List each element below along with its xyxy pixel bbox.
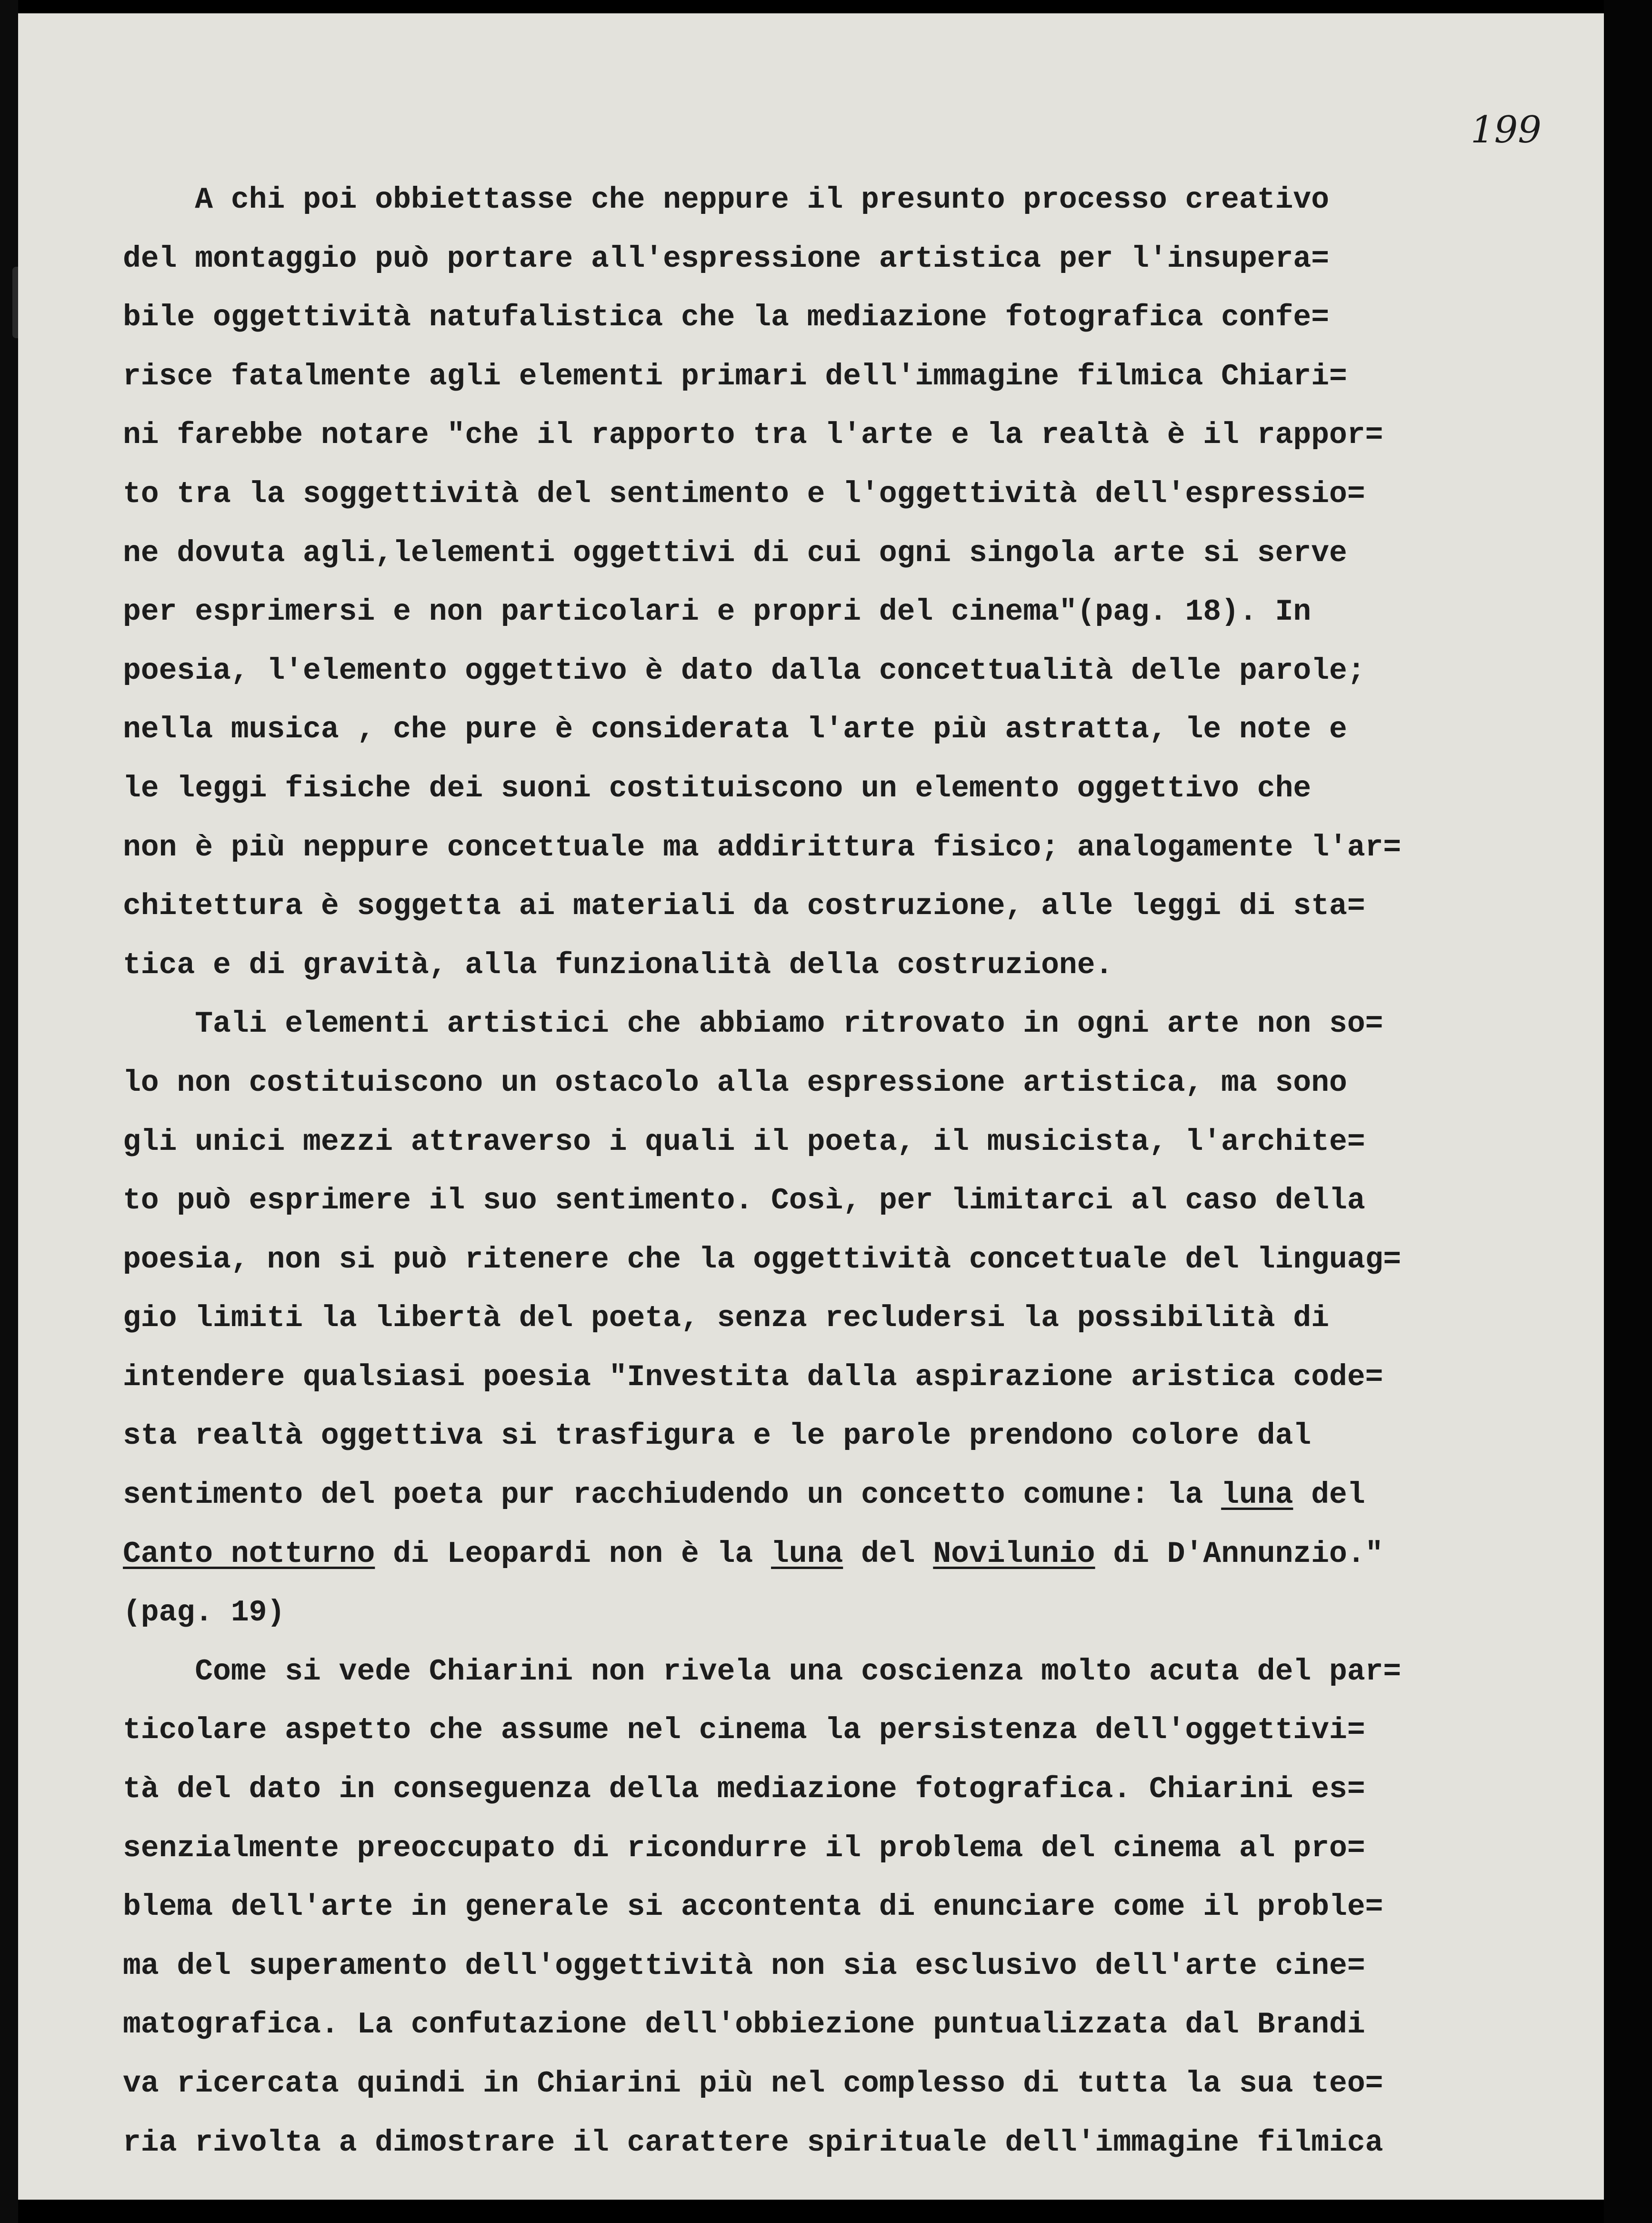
text-segment: A chi poi obbiettasse che neppure il presunto processo creativo: [123, 183, 1330, 217]
text-line: [123, 1407, 1532, 1466]
text-segment: del montaggio può portare all'espressione artistica per l'insupera=: [123, 241, 1330, 276]
text-segment: non è più neppure concettuale ma addirittura fisico; analogamente l'ar=: [123, 830, 1402, 865]
text-line: [123, 1819, 1532, 1878]
underlined-title: luna: [1221, 1478, 1293, 1512]
text-segment: ne dovuta agli,lelementi oggettivi di cui ogni singola arte si serve: [123, 536, 1347, 570]
text-segment: ni farebbe notare "che il rapporto tra l'arte e la realtà è il rappor=: [123, 418, 1383, 453]
text-line: [123, 642, 1532, 701]
text-line: [123, 1878, 1532, 1937]
text-line: [123, 1760, 1532, 1819]
text-segment: del: [1293, 1478, 1365, 1512]
underlined-title: luna: [771, 1537, 843, 1571]
text-segment: to può esprimere il suo sentimento. Così, per limitarci al caso della: [123, 1184, 1365, 1218]
text-segment: gli unici mezzi attraverso i quali il poeta, il musicista, l'archite=: [123, 1125, 1365, 1159]
text-line: [123, 995, 1532, 1054]
text-line: [123, 1995, 1532, 2054]
text-line: [123, 936, 1532, 995]
text-segment: to tra la soggettività del sentimento e l'oggettività dell'espressio=: [123, 477, 1365, 511]
text-line: [123, 1701, 1532, 1760]
text-segment: blema dell'arte in generale si accontenta di enunciare come il proble=: [123, 1890, 1383, 1924]
text-segment: bile oggettività natufalistica che la mediazione fotografica confe=: [123, 301, 1330, 335]
scan-border-right: [1604, 0, 1652, 2223]
text-segment: per esprimersi e non particolari e propri del cinema"(pag. 18). In: [123, 595, 1312, 629]
text-line: [123, 877, 1532, 936]
text-segment: risce fatalmente agli elementi primari dell'immagine filmica Chiari=: [123, 359, 1347, 393]
underlined-title: Novilunio: [933, 1537, 1095, 1571]
text-line: [123, 1230, 1532, 1289]
text-line: [123, 759, 1532, 818]
text-segment: va ricercata quindi in Chiarini più nel complesso di tutta la sua teo=: [123, 2067, 1383, 2101]
text-segment: ticolare aspetto che assume nel cinema la persistenza dell'oggettivi=: [123, 1713, 1365, 1748]
text-segment: nella musica , che pure è considerata l'arte più astratta, le note e: [123, 713, 1347, 747]
text-segment: tà del dato in conseguenza della mediazione fotografica. Chiarini es=: [123, 1772, 1365, 1807]
text-line: [123, 583, 1532, 642]
text-line: [123, 700, 1532, 759]
text-line: [123, 818, 1532, 877]
page-number: 199: [1471, 109, 1542, 151]
text-line: [123, 465, 1532, 524]
text-segment: sta realtà oggettiva si trasfigura e le parole prendono colore dal: [123, 1419, 1312, 1453]
text-segment: di Leopardi non è la: [375, 1537, 771, 1571]
text-segment: di D'Annunzio.": [1095, 1537, 1383, 1571]
body-text: [123, 171, 1532, 2172]
text-segment: ria rivolta a dimostrare il carattere spirituale dell'immagine filmica: [123, 2125, 1383, 2160]
text-line: [123, 171, 1532, 230]
text-line: [123, 1348, 1532, 1407]
text-line: [123, 1171, 1532, 1230]
text-line: [123, 1583, 1532, 1642]
text-segment: gio limiti la libertà del poeta, senza recludersi la possibilità di: [123, 1301, 1330, 1336]
text-line: [123, 1525, 1532, 1584]
text-line: [123, 2054, 1532, 2113]
text-segment: chitettura è soggetta ai materiali da costruzione, alle leggi di sta=: [123, 889, 1365, 924]
text-segment: poesia, l'elemento oggettivo è dato dalla concettualità delle parole;: [123, 654, 1365, 688]
text-line: [123, 1642, 1532, 1701]
text-segment: lo non costituiscono un ostacolo alla espressione artistica, ma sono: [123, 1066, 1347, 1100]
text-segment: sentimento del poeta pur racchiudendo un concetto comune: la: [123, 1478, 1221, 1512]
text-segment: poesia, non si può ritenere che la oggettività concettuale del linguag=: [123, 1242, 1402, 1277]
underlined-title: Canto notturno: [123, 1537, 375, 1571]
text-segment: del: [843, 1537, 933, 1571]
text-line: [123, 406, 1532, 465]
text-line: [123, 2113, 1532, 2173]
text-segment: matografica. La confutazione dell'obbiezione puntualizzata dal Brandi: [123, 2008, 1365, 2042]
text-segment: le leggi fisiche dei suoni costituiscono un elemento oggettivo che: [123, 771, 1312, 805]
text-line: [123, 1937, 1532, 1996]
text-segment: intendere qualsiasi poesia "Investita dalla aspirazione aristica code=: [123, 1360, 1383, 1394]
text-segment: tica e di gravità, alla funzionalità della costruzione.: [123, 948, 1113, 982]
text-segment: (pag. 19): [123, 1596, 285, 1630]
text-line: [123, 1054, 1532, 1113]
text-segment: Come si vede Chiarini non rivela una coscienza molto acuta del par=: [123, 1654, 1402, 1689]
typewritten-page: [18, 13, 1604, 2200]
text-segment: ma del superamento dell'oggettività non sia esclusivo dell'arte cine=: [123, 1949, 1365, 1983]
text-line: [123, 1113, 1532, 1172]
text-line: [123, 1466, 1532, 1525]
text-line: [123, 288, 1532, 347]
text-segment: senzialmente preoccupato di ricondurre il problema del cinema al pro=: [123, 1831, 1365, 1865]
text-line: [123, 230, 1532, 289]
text-line: [123, 524, 1532, 583]
text-line: [123, 1289, 1532, 1348]
text-line: [123, 347, 1532, 406]
text-segment: Tali elementi artistici che abbiamo ritrovato in ogni arte non so=: [123, 1007, 1383, 1041]
